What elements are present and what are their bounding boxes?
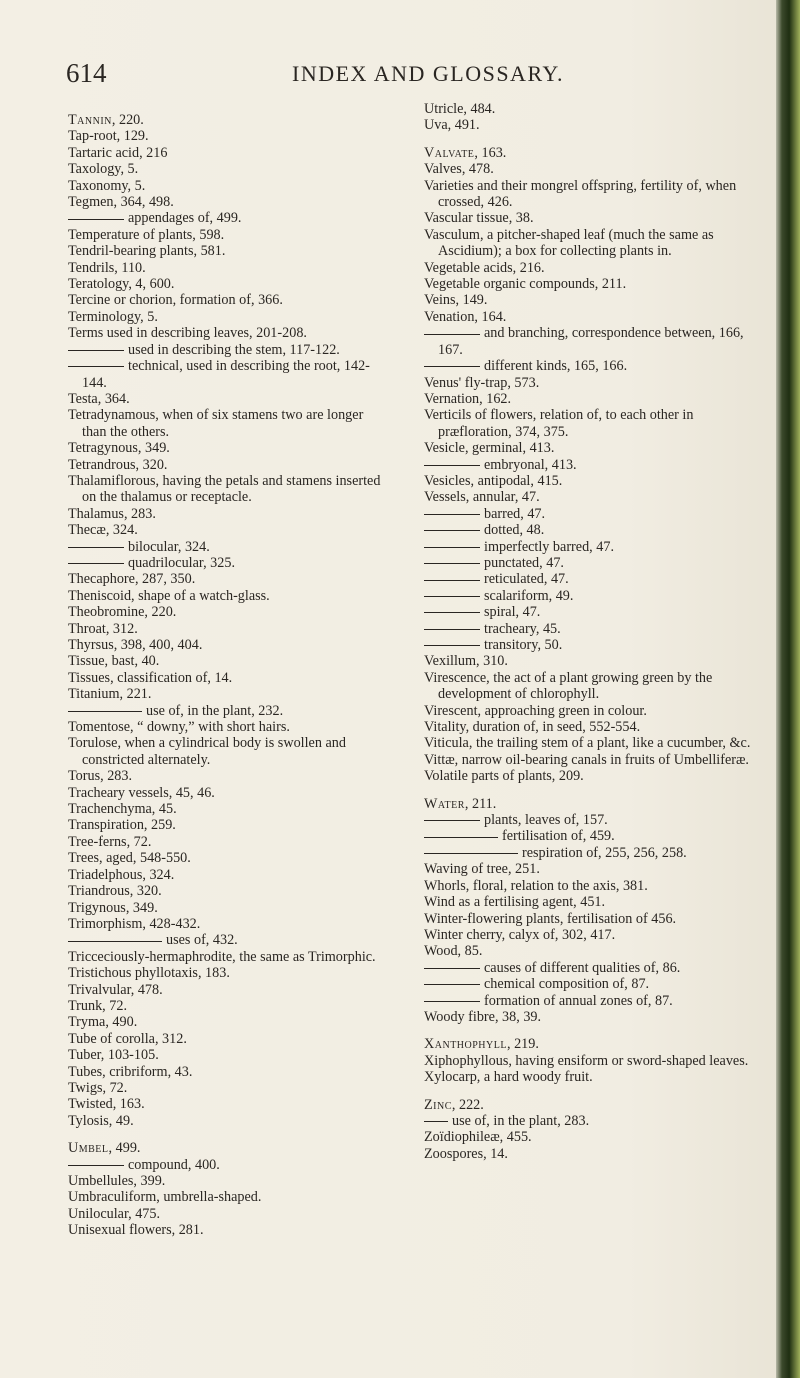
index-subentry-text: and branching, correspondence between, 166, 167. [438, 325, 744, 358]
index-entry: Twigs, 72. [68, 1079, 128, 1096]
index-entry: Wind as a fertilising agent, 451. [424, 894, 606, 911]
index-entry: Transpiration, 259. [68, 817, 176, 834]
index-subentry [424, 960, 754, 976]
index-entry: Thalamiflorous, having the petals and stamens inserted on the thalamus or receptacle. [68, 472, 381, 506]
index-entry: Tetrandrous, 320. [68, 456, 168, 473]
ditto-rule [424, 580, 480, 581]
page-header [66, 58, 756, 90]
index-subentry-text: appendages of, 499. [128, 210, 242, 227]
index-subentry-text: different kinds, 165, 166. [484, 358, 628, 375]
ditto-rule [424, 530, 480, 531]
index-entry: Thecæ, 324. [68, 522, 138, 539]
index-subentry [68, 210, 384, 226]
index-entry: Tercine or chorion, formation of, 366. [68, 292, 283, 309]
index-subentry [424, 845, 754, 861]
index-entry: Theniscoid, shape of a watch-glass. [68, 587, 270, 604]
ditto-rule [68, 366, 124, 367]
index-entry: Xiphophyllous, having ensiform or sword-shaped leaves. [424, 1052, 749, 1069]
index-letter-heading-entry [68, 112, 384, 128]
index-entry: Virescent, approaching green in colour. [424, 702, 647, 719]
index-subentry [424, 637, 754, 653]
index-subentry [424, 993, 754, 1009]
index-subentry-text: bilocular, 324. [128, 538, 210, 555]
index-entry: Temperature of plants, 598. [68, 226, 225, 243]
index-entry: Unisexual flowers, 281. [68, 1222, 204, 1239]
index-entry: Tubes, cribriform, 43. [68, 1063, 193, 1080]
index-entry: Varieties and their mongrel offspring, fertility of, when crossed, 426. [424, 177, 737, 211]
index-subentry-text: imperfectly barred, 47. [484, 538, 614, 555]
index-entry: Tendril-bearing plants, 581. [68, 243, 226, 260]
index-entry: Tracheary vessels, 45, 46. [68, 784, 215, 801]
index-entry: Vernation, 162. [424, 390, 512, 407]
index-subentry-text: plants, leaves of, 157. [484, 812, 608, 829]
index-entry: Terms used in describing leaves, 201-208. [68, 325, 307, 342]
index-subentry-text: dotted, 48. [484, 522, 545, 539]
index-subentry [424, 555, 754, 571]
index-entry: Theobromine, 220. [68, 604, 177, 621]
running-head: INDEX AND GLOSSARY. [292, 61, 564, 86]
ditto-rule [68, 711, 142, 712]
index-entry: Teratology, 4, 600. [68, 276, 175, 293]
index-entry: Throat, 312. [68, 620, 138, 637]
index-entry: Vessels, annular, 47. [424, 489, 540, 506]
index-subentry-text: punctated, 47. [484, 554, 564, 571]
index-subentry [424, 506, 754, 522]
index-subentry [424, 604, 754, 620]
index-entry: Vitality, duration of, in seed, 552-554. [424, 719, 641, 736]
index-entry: Uva, 491. [424, 117, 480, 134]
index-entry-text: , 163. [474, 144, 507, 161]
index-headword: Valvate [424, 144, 475, 161]
index-entry: Viticula, the trailing stem of a plant, like a cucumber, &c. [424, 735, 751, 752]
page-number: 614 [66, 58, 107, 88]
index-letter-heading-entry [68, 1140, 384, 1156]
index-subentry-text: compound, 400. [128, 1156, 220, 1173]
page-edge [776, 0, 800, 1378]
ditto-rule [424, 837, 498, 838]
index-entry: Unilocular, 475. [68, 1205, 161, 1222]
index-subentry-text: uses of, 432. [166, 932, 238, 949]
index-entry: Twisted, 163. [68, 1096, 145, 1113]
index-entry: Umbellules, 399. [68, 1173, 166, 1189]
index-entry: Tap-root, 129. [68, 128, 149, 145]
index-entry: Terminology, 5. [68, 308, 158, 325]
index-subentry [424, 457, 754, 473]
index-entry-text: , 219. [506, 1036, 539, 1053]
ditto-rule [424, 547, 480, 548]
index-subentry-text: fertilisation of, 459. [502, 828, 615, 845]
index-headword: Umbel [68, 1140, 109, 1157]
index-entry: Tissue, bast, 40. [68, 653, 160, 670]
index-entry-text: , 222. [451, 1096, 484, 1113]
index-entry: Thalamus, 283. [68, 505, 156, 522]
index-entry: Vegetable organic compounds, 211. [424, 276, 627, 293]
index-entry: Tendrils, 110. [68, 259, 146, 276]
index-entry: Trachenchyma, 45. [68, 801, 177, 818]
ditto-rule [424, 853, 518, 854]
index-subentry-text: scalariform, 49. [484, 587, 574, 604]
index-entry: Trigynous, 349. [68, 899, 158, 916]
index-entry: Whorls, floral, relation to the axis, 381. [424, 877, 648, 894]
index-entry: Tube of corolla, 312. [68, 1030, 187, 1047]
index-column-left [68, 101, 384, 1239]
index-entry: Tetragynous, 349. [68, 440, 170, 457]
index-entry: Thyrsus, 398, 400, 404. [68, 637, 203, 653]
ditto-rule [424, 465, 480, 466]
index-subentry [68, 342, 384, 358]
index-subentry [68, 539, 384, 555]
index-subentry-text: respiration of, 255, 256, 258. [522, 844, 687, 861]
index-subentry [424, 828, 754, 844]
ditto-rule [68, 219, 124, 220]
index-subentry [68, 555, 384, 571]
ditto-rule [424, 366, 480, 367]
ditto-rule [424, 984, 480, 985]
index-entry: Tricceciously-hermaphrodite, the same as Trimorphic. [68, 948, 376, 965]
index-entry: Volatile parts of plants, 209. [424, 768, 584, 785]
index-subentry [68, 358, 384, 391]
index-subentry-text: used in describing the stem, 117-122. [128, 341, 340, 358]
index-entry: Verticils of flowers, relation of, to each other in præfloration, 374, 375. [424, 407, 694, 440]
index-entry-text: , 220. [111, 112, 144, 128]
index-subentry-text: causes of different qualities of, 86. [484, 959, 681, 976]
index-subentry-text: embryonal, 413. [484, 456, 577, 473]
index-subentry-text: formation of annual zones of, 87. [484, 992, 673, 1009]
index-entry: Vegetable acids, 216. [424, 259, 545, 276]
index-entry: Tegmen, 364, 498. [68, 194, 174, 211]
index-entry: Venus' fly-trap, 573. [424, 374, 540, 391]
index-entry: Triandrous, 320. [68, 883, 162, 900]
index-entry: Waving of tree, 251. [424, 861, 540, 878]
ditto-rule [68, 547, 124, 548]
ditto-rule [424, 1001, 480, 1002]
index-entry: Torus, 283. [68, 768, 133, 785]
index-entry: Taxonomy, 5. [68, 177, 146, 194]
index-subentry-text: reticulated, 47. [484, 571, 569, 588]
index-subentry [424, 621, 754, 637]
ditto-rule [424, 334, 480, 335]
index-headword: Water [424, 795, 465, 812]
index-entry: Tuber, 103-105. [68, 1047, 159, 1064]
ditto-rule [424, 820, 480, 821]
index-subentry-text: spiral, 47. [484, 604, 541, 621]
index-entry: Trees, aged, 548-550. [68, 850, 191, 867]
index-subentry [424, 1113, 754, 1129]
index-subentry [424, 522, 754, 538]
index-entry: Tristichous phyllotaxis, 183. [68, 965, 230, 982]
index-entry: Woody fibre, 38, 39. [424, 1008, 542, 1025]
index-entry: Thecaphore, 287, 350. [68, 571, 196, 588]
index-entry: Testa, 364. [68, 390, 130, 407]
index-entry: Trivalvular, 478. [68, 981, 163, 998]
index-entry: Taxology, 5. [68, 161, 139, 178]
ditto-rule [424, 629, 480, 630]
ditto-rule [424, 645, 480, 646]
index-subentry [424, 976, 754, 992]
index-headword: Zinc [424, 1096, 452, 1113]
index-entry: Venation, 164. [424, 308, 507, 325]
ditto-rule [424, 563, 480, 564]
index-entry: Winter-flowering plants, fertilisation of 456. [424, 910, 677, 927]
index-entry: Zoïdiophileæ, 455. [424, 1129, 532, 1146]
index-subentry [68, 1157, 384, 1173]
ditto-rule [424, 612, 480, 613]
ditto-rule [424, 514, 480, 515]
ditto-rule [424, 968, 480, 969]
index-letter-heading-entry [424, 1097, 754, 1113]
index-headword: Xanthophyll [424, 1036, 507, 1053]
index-entry-text: , 499. [108, 1140, 141, 1157]
ditto-rule [68, 941, 162, 942]
index-subentry-text: quadrilocular, 325. [128, 554, 235, 571]
index-subentry [68, 932, 384, 948]
index-subentry [424, 571, 754, 587]
index-entry: Trimorphism, 428-432. [68, 915, 201, 932]
index-subentry-text: barred, 47. [484, 505, 546, 522]
index-entry: Vittæ, narrow oil-bearing canals in fruits of Umbelliferæ. [424, 751, 749, 768]
index-entry: Vasculum, a pitcher-shaped leaf (much the same as Ascidium); a box for collecting plants in. [424, 226, 714, 260]
index-entry: Tylosis, 49. [68, 1112, 134, 1129]
index-subentry-text: use of, in the plant, 232. [146, 702, 284, 719]
index-entry: Vascular tissue, 38. [424, 210, 534, 227]
index-subentry [424, 325, 754, 358]
index-subentry-text: use of, in the plant, 283. [452, 1112, 590, 1129]
index-entry: Umbraculiform, umbrella-shaped. [68, 1189, 262, 1206]
index-subentry [424, 812, 754, 828]
index-entry: Torulose, when a cylindrical body is swollen and constricted alternately. [68, 735, 346, 768]
index-entry: Xylocarp, a hard woody fruit. [424, 1069, 593, 1086]
index-subentry [424, 539, 754, 555]
index-entry: Vesicle, germinal, 413. [424, 440, 555, 457]
index-entry: Vexillum, 310. [424, 653, 508, 670]
index-entry: Winter cherry, calyx of, 302, 417. [424, 926, 616, 943]
index-subentry [68, 703, 384, 719]
ditto-rule [424, 596, 480, 597]
index-entry: Wood, 85. [424, 943, 483, 960]
index-subentry [424, 588, 754, 604]
index-column-right [424, 101, 754, 1162]
index-letter-heading-entry [424, 1036, 754, 1052]
index-letter-heading-entry [424, 145, 754, 161]
index-headword: Tannin [68, 112, 112, 128]
ditto-rule [68, 350, 124, 351]
index-subentry-text: chemical composition of, 87. [484, 976, 650, 993]
index-subentry-text: technical, used in describing the root, 142-144. [82, 358, 370, 391]
index-entry: Zoospores, 14. [424, 1145, 508, 1162]
index-entry: Titanium, 221. [68, 686, 152, 703]
index-subentry [424, 358, 754, 374]
index-subentry-text: tracheary, 45. [484, 620, 561, 637]
index-entry: Tetradynamous, when of six stamens two are longer than the others. [68, 407, 364, 440]
ditto-rule [68, 563, 124, 564]
index-entry: Utricle, 484. [424, 101, 496, 117]
index-subentry-text: transitory, 50. [484, 637, 563, 653]
index-entry: Tomentose, “ downy,” with short hairs. [68, 719, 290, 736]
index-entry: Vesicles, antipodal, 415. [424, 472, 563, 489]
index-entry: Tartaric acid, 216 [68, 144, 168, 161]
index-entry: Tree-ferns, 72. [68, 833, 152, 850]
index-entry: Veins, 149. [424, 292, 488, 309]
index-entry: Tryma, 490. [68, 1014, 138, 1031]
index-entry: Tissues, classification of, 14. [68, 669, 233, 686]
index-entry: Trunk, 72. [68, 997, 128, 1014]
index-entry: Triadelphous, 324. [68, 866, 175, 883]
index-entry: Valves, 478. [424, 161, 494, 178]
ditto-rule [68, 1165, 124, 1166]
index-letter-heading-entry [424, 796, 754, 812]
index-entry-text: , 211. [464, 795, 497, 812]
ditto-rule [424, 1121, 448, 1122]
index-entry: Virescence, the act of a plant growing green by the development of chlorophyll. [424, 669, 713, 703]
